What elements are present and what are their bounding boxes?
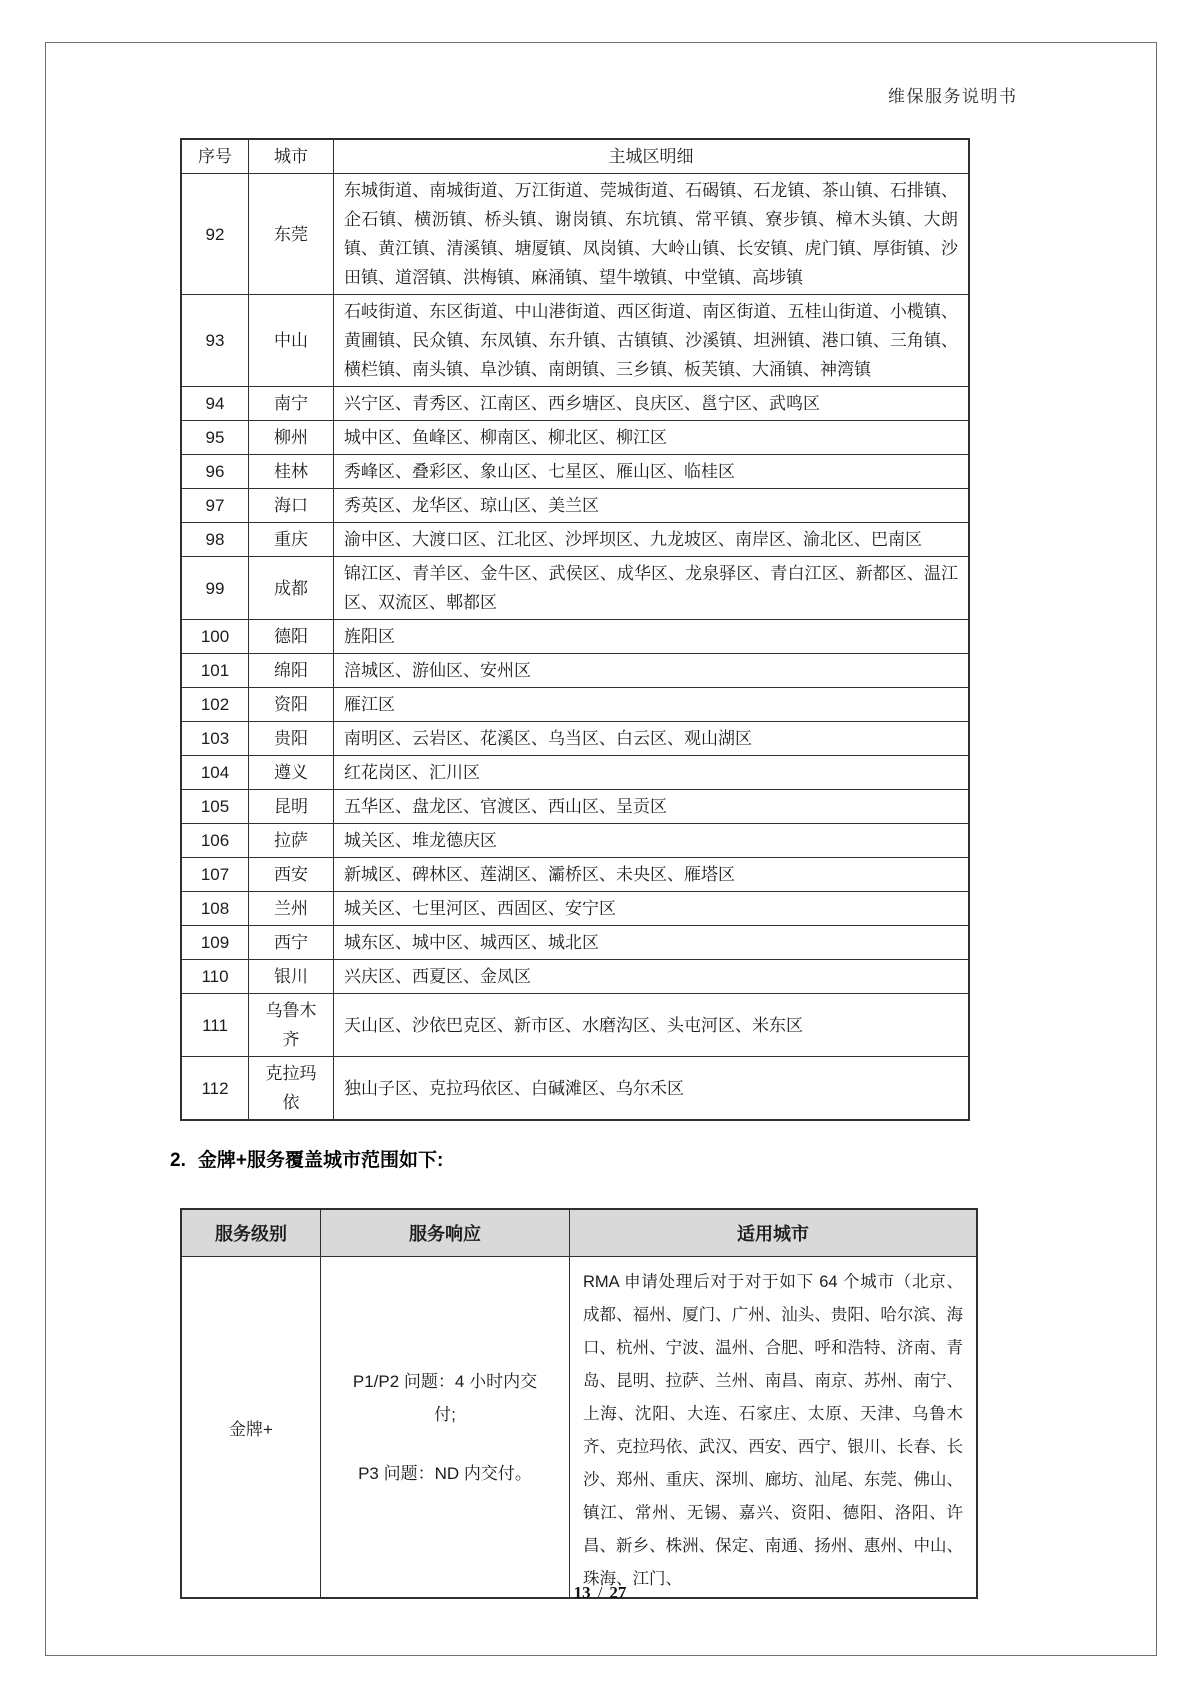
column-header-city: 城市 xyxy=(249,139,334,174)
column-header-applicable-cities: 适用城市 xyxy=(570,1209,978,1257)
service-coverage-table xyxy=(180,1208,978,1599)
city-name: 西宁 xyxy=(249,926,334,960)
row-number: 111 xyxy=(181,994,249,1057)
row-number: 107 xyxy=(181,858,249,892)
city-name: 南宁 xyxy=(249,387,334,421)
district-detail: 秀峰区、叠彩区、象山区、七星区、雁山区、临桂区 xyxy=(334,455,970,489)
column-header-service-response: 服务响应 xyxy=(321,1209,570,1257)
row-number: 93 xyxy=(181,295,249,387)
district-detail: 东城街道、南城街道、万江街道、莞城街道、石碣镇、石龙镇、茶山镇、石排镇、企石镇、横沥镇、桥头镇、谢岗镇、东坑镇、常平镇、寮步镇、樟木头镇、大朗镇、黄江镇、清溪镇、塘厦镇、凤岗镇、大岭山镇、长安镇、虎门镇、厚街镇、沙田镇、道滘镇、洪梅镇、麻涌镇、望牛墩镇、中堂镇、高埗镇 xyxy=(334,174,970,295)
district-detail: 城关区、堆龙德庆区 xyxy=(334,824,970,858)
city-name: 拉萨 xyxy=(249,824,334,858)
service-response-cell xyxy=(321,1257,570,1599)
district-detail: 涪城区、游仙区、安州区 xyxy=(334,654,970,688)
row-number: 103 xyxy=(181,722,249,756)
table-row xyxy=(181,620,969,654)
table-row xyxy=(181,722,969,756)
table-row xyxy=(181,387,969,421)
row-number: 102 xyxy=(181,688,249,722)
table-row xyxy=(181,688,969,722)
table-row xyxy=(181,892,969,926)
row-number: 94 xyxy=(181,387,249,421)
table-row xyxy=(181,926,969,960)
row-number: 101 xyxy=(181,654,249,688)
row-number: 99 xyxy=(181,557,249,620)
table-row xyxy=(181,756,969,790)
row-number: 104 xyxy=(181,756,249,790)
service-table-header-row xyxy=(181,1209,977,1257)
row-number: 108 xyxy=(181,892,249,926)
city-districts-table xyxy=(180,138,970,1121)
table-row xyxy=(181,654,969,688)
row-number: 109 xyxy=(181,926,249,960)
district-detail: 兴庆区、西夏区、金凤区 xyxy=(334,960,970,994)
city-name: 德阳 xyxy=(249,620,334,654)
section-heading-text: 金牌+服务覆盖城市范围如下: xyxy=(197,1150,444,1171)
district-detail: 渝中区、大渡口区、江北区、沙坪坝区、九龙坡区、南岸区、渝北区、巴南区 xyxy=(334,523,970,557)
applicable-cities-text: RMA 申请处理后对于对于如下 64 个城市（北京、成都、福州、厦门、广州、汕头、贵阳、哈尔滨、海口、杭州、宁波、温州、合肥、呼和浩特、济南、青岛、昆明、拉萨、兰州、南昌、南京、苏州、南宁、上海、沈阳、大连、石家庄、太原、天津、乌鲁木齐、克拉玛依、武汉、西安、西宁、银川、长春、长沙、郑州、重庆、深圳、廊坊、汕尾、东莞、佛山、镇江、常州、无锡、嘉兴、资阳、德阳、洛阳、许昌、新乡、株洲、保定、南通、扬州、惠州、中山、珠海、江门、 xyxy=(583,1273,963,1588)
row-number: 110 xyxy=(181,960,249,994)
column-header-index: 序号 xyxy=(181,139,249,174)
city-name: 乌鲁木齐 xyxy=(249,994,334,1057)
city-name: 克拉玛依 xyxy=(249,1057,334,1121)
city-name: 重庆 xyxy=(249,523,334,557)
city-name: 昆明 xyxy=(249,790,334,824)
page-footer xyxy=(0,1583,1200,1603)
applicable-cities-cell xyxy=(570,1257,978,1599)
table-header-row xyxy=(181,139,969,174)
row-number: 96 xyxy=(181,455,249,489)
city-name: 贵阳 xyxy=(249,722,334,756)
page-total: 27 xyxy=(609,1583,627,1602)
city-name: 绵阳 xyxy=(249,654,334,688)
table-row xyxy=(181,790,969,824)
district-detail: 南明区、云岩区、花溪区、乌当区、白云区、观山湖区 xyxy=(334,722,970,756)
city-name: 资阳 xyxy=(249,688,334,722)
table-row xyxy=(181,1057,969,1121)
district-detail: 五华区、盘龙区、官渡区、西山区、呈贡区 xyxy=(334,790,970,824)
row-number: 98 xyxy=(181,523,249,557)
table-row xyxy=(181,858,969,892)
doc-header-title: 维保服务说明书 xyxy=(888,87,1018,106)
district-detail: 独山子区、克拉玛依区、白碱滩区、乌尔禾区 xyxy=(334,1057,970,1121)
response-line-1: P1/P2 问题：4 小时内交付; xyxy=(352,1371,538,1424)
district-detail: 石岐街道、东区街道、中山港街道、西区街道、南区街道、五桂山街道、小榄镇、黄圃镇、民众镇、东凤镇、东升镇、古镇镇、沙溪镇、坦洲镇、港口镇、三角镇、横栏镇、南头镇、阜沙镇、南朗镇、三乡镇、板芙镇、大涌镇、神湾镇 xyxy=(334,295,970,387)
city-name: 兰州 xyxy=(249,892,334,926)
response-line-2: P3 问题：ND 内交付。 xyxy=(358,1463,532,1483)
table-row xyxy=(181,960,969,994)
city-name: 东莞 xyxy=(249,174,334,295)
district-detail: 新城区、碑林区、莲湖区、灞桥区、未央区、雁塔区 xyxy=(334,858,970,892)
service-level-cell: 金牌+ xyxy=(181,1257,321,1599)
row-number: 105 xyxy=(181,790,249,824)
district-detail: 天山区、沙依巴克区、新市区、水磨沟区、头屯河区、米东区 xyxy=(334,994,970,1057)
table-row xyxy=(181,455,969,489)
city-table-body xyxy=(181,174,969,1121)
row-number: 97 xyxy=(181,489,249,523)
city-name: 银川 xyxy=(249,960,334,994)
page-separator: / xyxy=(597,1583,603,1602)
city-name: 海口 xyxy=(249,489,334,523)
city-name: 成都 xyxy=(249,557,334,620)
district-detail: 红花岗区、汇川区 xyxy=(334,756,970,790)
table-row xyxy=(181,523,969,557)
section-heading xyxy=(170,1145,970,1172)
city-name: 西安 xyxy=(249,858,334,892)
table-row xyxy=(181,557,969,620)
city-name: 中山 xyxy=(249,295,334,387)
table-row xyxy=(181,489,969,523)
district-detail: 雁江区 xyxy=(334,688,970,722)
table-row xyxy=(181,174,969,295)
page-content xyxy=(170,138,970,1599)
district-detail: 秀英区、龙华区、琼山区、美兰区 xyxy=(334,489,970,523)
row-number: 112 xyxy=(181,1057,249,1121)
row-number: 95 xyxy=(181,421,249,455)
city-name: 桂林 xyxy=(249,455,334,489)
district-detail: 城关区、七里河区、西固区、安宁区 xyxy=(334,892,970,926)
district-detail: 锦江区、青羊区、金牛区、武侯区、成华区、龙泉驿区、青白江区、新都区、温江区、双流区、郫都区 xyxy=(334,557,970,620)
table-row xyxy=(181,295,969,387)
row-number: 100 xyxy=(181,620,249,654)
city-name: 柳州 xyxy=(249,421,334,455)
district-detail: 城中区、鱼峰区、柳南区、柳北区、柳江区 xyxy=(334,421,970,455)
section-number: 2. xyxy=(170,1150,186,1171)
service-row xyxy=(181,1257,977,1599)
district-detail: 城东区、城中区、城西区、城北区 xyxy=(334,926,970,960)
page-number: 13 xyxy=(573,1583,591,1602)
column-header-districts: 主城区明细 xyxy=(334,139,970,174)
row-number: 92 xyxy=(181,174,249,295)
city-name: 遵义 xyxy=(249,756,334,790)
district-detail: 旌阳区 xyxy=(334,620,970,654)
table-row xyxy=(181,824,969,858)
table-row xyxy=(181,421,969,455)
column-header-service-level: 服务级别 xyxy=(181,1209,321,1257)
district-detail: 兴宁区、青秀区、江南区、西乡塘区、良庆区、邕宁区、武鸣区 xyxy=(334,387,970,421)
table-row xyxy=(181,994,969,1057)
row-number: 106 xyxy=(181,824,249,858)
